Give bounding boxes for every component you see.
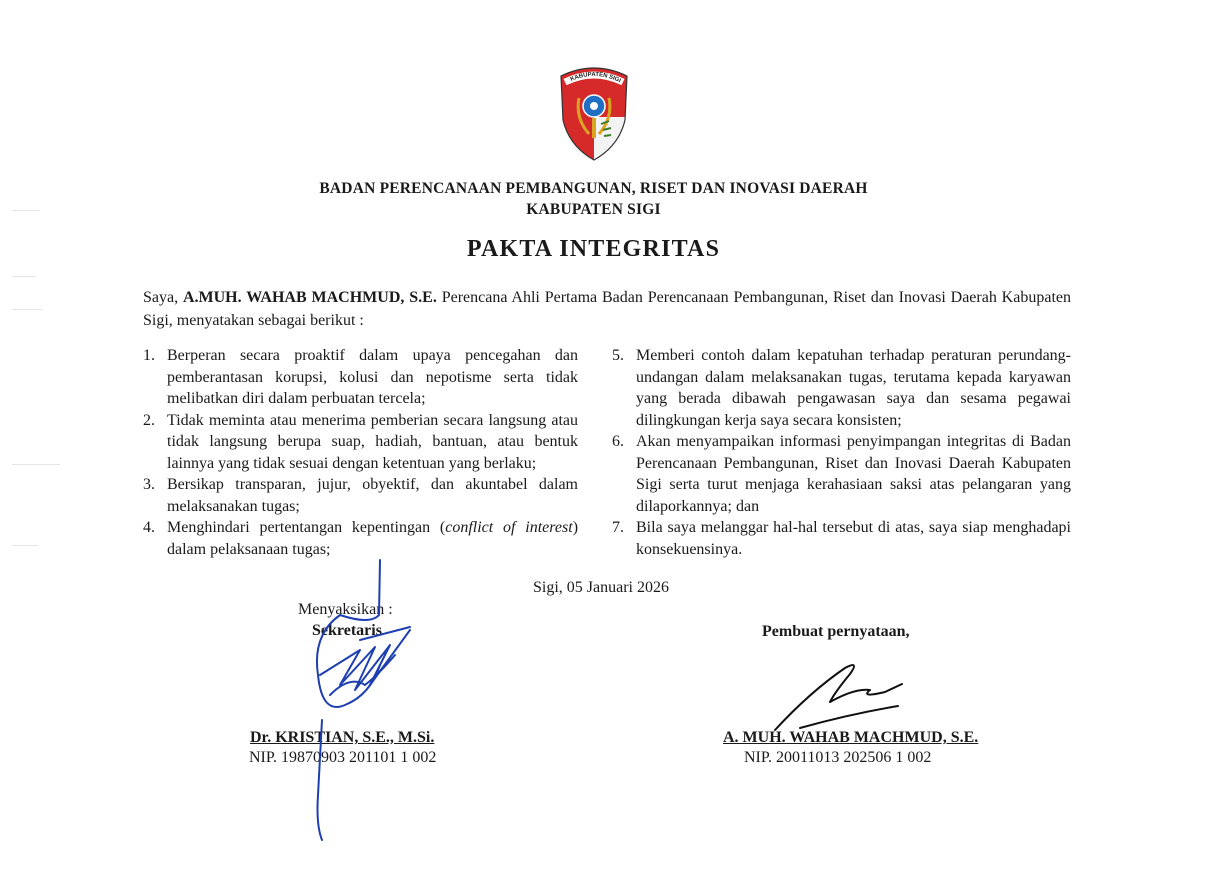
list-item-text: Tidak meminta atau menerima pemberian secara langsung atau tidak langsung berupa suap, hadiah, bantuan, atau bentuk lainnya yang tidak sesuai dengan ketentuan yang berlaku; [167, 411, 578, 472]
list-item-text: Memberi contoh dalam kepatuhan terhadap peraturan perundang-undangan dalam melaksanakan tugas, terutama kepada karyawan yang berada dibawah pengawasan saya dan sesama pegawai dilingkungan kerja saya secara konsisten; [636, 347, 1071, 429]
institution-name: BADAN PERENCANAAN PEMBANGUNAN, RISET DAN INOVASI DAERAH [319, 180, 868, 197]
list-item-number: 1. [143, 347, 155, 364]
witness-signature [300, 555, 430, 845]
list-item-text: Berperan secara proaktif dalam upaya pencegahan dan pemberantasan korupsi, kolusi dan nepotisme serta tidak melibatkan diri dalam perbuatan tercela; [167, 347, 578, 407]
list-item-text: Bersikap transparan, jujur, obyektif, dan akuntabel dalam melaksanakan tugas; [167, 476, 578, 515]
intro-text: Perencana Ahli Pertama Badan Perencanaan Pembangunan, Riset dan Inovasi Daerah Kabupaten Sigi, menyatakan sebagai berikut : [143, 289, 1071, 329]
intro-paragraph [143, 286, 1071, 332]
declarant-signature [770, 662, 910, 734]
list-item-italic-term: conflict of interest [445, 519, 573, 536]
list-item [143, 517, 578, 560]
list-item-text [167, 517, 578, 560]
list-item-number: 7. [612, 519, 624, 536]
list-item [612, 345, 1071, 431]
list-item-number: 4. [143, 519, 155, 536]
shield-emblem-icon [553, 62, 635, 162]
kabupaten-sigi-logo [553, 62, 635, 162]
list-item [143, 410, 578, 475]
witness-label: Menyaksikan : [298, 601, 393, 618]
list-item-text: Bila saya melanggar hal-hal tersebut di atas, saya siap menghadapi konsekuensinya. [636, 519, 1071, 558]
list-item-text-part: ) dalam pelaksanaan tugas; [167, 519, 579, 558]
list-item-number: 2. [143, 411, 155, 429]
scan-artifact [12, 309, 42, 310]
region-name: KABUPATEN SIGI [526, 201, 661, 218]
witness-name: Dr. KRISTIAN, S.E., M.Si. [250, 729, 435, 746]
list-item-text: Akan menyampaikan informasi penyimpangan integritas di Badan Perencanaan Pembangunan, Riset dan Inovasi Daerah Kabupaten Sigi serta turut menjaga kerahasiaan saksi atas pelangaran yang dilaporkannya; dan [636, 433, 1071, 515]
scan-artifact [12, 545, 38, 546]
scan-artifact [12, 276, 36, 277]
intro-name: A.MUH. WAHAB MACHMUD, S.E. [182, 289, 437, 306]
list-item-number: 3. [143, 476, 155, 493]
declarant-name: A. MUH. WAHAB MACHMUD, S.E. [723, 729, 979, 746]
list-item [612, 517, 1071, 560]
declarant-label: Pembuat pernyataan, [762, 623, 910, 640]
list-item [143, 474, 578, 517]
list-item [143, 345, 578, 410]
list-item [612, 431, 1071, 517]
witness-role: Sekretaris [312, 622, 382, 639]
declarant-nip: NIP. 20011013 202506 1 002 [744, 749, 932, 766]
place-date: Sigi, 05 Januari 2026 [533, 579, 669, 596]
statement-list-left [143, 345, 578, 560]
list-item-number: 6. [612, 433, 624, 450]
list-item-number: 5. [612, 347, 624, 364]
list-item-text-part: Menghindari pertentangan kepentingan ( [167, 519, 446, 536]
page-title: PAKTA INTEGRITAS [466, 236, 721, 262]
scan-artifact [12, 464, 60, 465]
intro-prefix: Saya, [143, 289, 183, 306]
logo-text: KABUPATEN SIGI [569, 71, 622, 85]
statement-list-right [612, 345, 1071, 560]
witness-nip: NIP. 19870903 201101 1 002 [249, 749, 437, 766]
